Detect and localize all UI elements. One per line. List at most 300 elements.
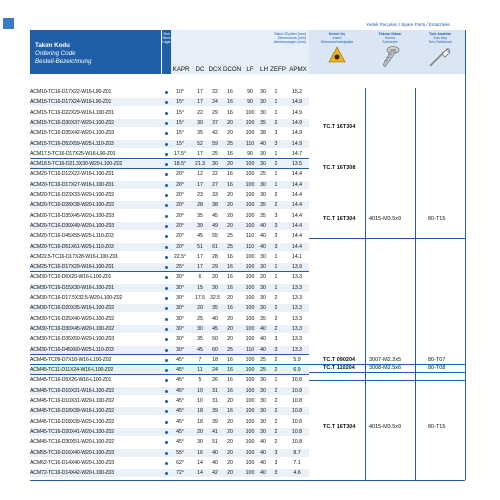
ordering-code: ACM45-TC16-D10X31-W16-L100-Z02 — [30, 387, 115, 394]
screw-sub-en: Screw — [385, 36, 395, 41]
ordering-code: ACM15-TC16-D30X37-W20-L100-Z02 — [30, 119, 115, 126]
stock-dot-icon — [165, 287, 168, 290]
cell-apmx: 10.8 — [291, 377, 303, 384]
cell-lf: 100 — [245, 161, 255, 168]
cell-dc: 35 — [197, 130, 203, 137]
table-row — [30, 253, 309, 261]
cell-lh: 30 — [260, 181, 266, 188]
stock-line-tr: Stok — [163, 32, 170, 36]
cell-zefp: 2 — [274, 295, 278, 301]
ordering-code: ACM45-TC16-D5X26-W16-L100-Z01 — [30, 377, 112, 384]
cell-lf: 90 — [247, 89, 253, 95]
cell-apmx: 15.2 — [291, 89, 303, 95]
stock-dot-icon — [165, 143, 168, 146]
stock-dot-icon — [165, 246, 168, 249]
cell-dcx: 18 — [212, 356, 218, 363]
table-row — [30, 376, 309, 384]
stock-dot-icon — [165, 256, 168, 259]
cell-lh: 30 — [260, 428, 266, 435]
stock-dot-icon — [165, 235, 168, 238]
insert-sub-de: Wendeschneidplatte — [320, 40, 354, 45]
cell-dc: 12 — [197, 171, 203, 178]
cell-dcx: 51 — [212, 439, 218, 446]
table-row — [30, 325, 309, 333]
cell-zefp: 1 — [274, 109, 278, 116]
cell-kapr: 20° — [176, 222, 184, 229]
cell-lf: 100 — [245, 356, 255, 363]
table-row — [30, 98, 309, 106]
cell-kapr: 45° — [176, 377, 184, 384]
table-row — [30, 129, 309, 137]
cell-lf: 100 — [245, 418, 255, 425]
stock-dot-icon — [165, 163, 168, 166]
cell-kapr: 20° — [176, 243, 184, 250]
cell-apmx: 14.9 — [291, 109, 303, 116]
cell-kapr: 20° — [176, 233, 184, 240]
table-row — [30, 449, 309, 457]
cell-apmx: 13.9 — [291, 264, 303, 271]
cell-dc: 7 — [198, 356, 202, 363]
cell-dcon: 20 — [227, 315, 233, 322]
cell-dc: 45 — [197, 346, 203, 353]
screw-title — [365, 32, 415, 45]
dimensions-header — [171, 30, 309, 74]
table-row — [30, 428, 309, 436]
cell-dcx: 41 — [212, 428, 218, 435]
cell-dcx: 45 — [212, 212, 218, 219]
stock-dot-icon — [165, 225, 168, 228]
screw-sub-de: Schraube — [382, 40, 398, 45]
cell-lh: 30 — [260, 408, 266, 415]
cell-dc: 20 — [197, 305, 203, 312]
cell-lh: 38 — [260, 130, 266, 137]
cell-zefp: 1 — [274, 264, 278, 271]
key-col-divider — [415, 88, 416, 480]
cell-dcon: 16 — [227, 109, 233, 116]
table-row — [30, 335, 309, 343]
cell-lh: 40 — [260, 459, 266, 466]
cell-dcx: 61 — [212, 243, 218, 250]
cell-dc: 15 — [197, 284, 203, 291]
key-sub-en: Torx Key — [433, 36, 447, 41]
cell-kapr: 30° — [176, 305, 184, 312]
cell-dcx: 24 — [212, 367, 218, 374]
cell-dcon: 16 — [227, 367, 233, 374]
title-line-tr: Takım Kodu — [35, 42, 70, 49]
cell-zefp: 2 — [274, 305, 278, 312]
cell-apmx: 14.4 — [291, 181, 303, 188]
cell-apmx: 5.9 — [293, 356, 301, 363]
cell-kapr: 15° — [176, 99, 184, 106]
cell-kapr: 30° — [176, 295, 184, 301]
cell-lf: 100 — [245, 181, 255, 188]
table-row — [30, 150, 309, 159]
cell-apmx: 14.9 — [291, 99, 303, 106]
cell-lf: 100 — [245, 336, 255, 343]
cell-dc: 17 — [197, 150, 203, 157]
cell-lh: 40 — [260, 233, 266, 240]
cell-lf: 100 — [245, 253, 255, 260]
cell-zefp: 3 — [274, 243, 278, 250]
cell-apmx: 8.7 — [293, 449, 301, 456]
cell-lf: 100 — [245, 398, 255, 404]
cell-dc: 14 — [197, 459, 203, 466]
cell-lf: 100 — [245, 459, 255, 466]
screw-icon — [379, 45, 401, 69]
cell-dc: 22 — [197, 109, 203, 116]
ordering-code: ACM30-TC16-D17.5X32.5-W20-L100-Z02 — [30, 295, 123, 301]
cell-zefp: 2 — [274, 398, 278, 404]
ordering-code: ACM20-TC16-D17X27-W16-L100-Z01 — [30, 181, 115, 188]
table-row — [30, 201, 309, 209]
cell-apmx: 14.4 — [291, 192, 303, 198]
cell-kapr: 62° — [176, 459, 184, 466]
cell-dcx: 42 — [212, 130, 218, 137]
cell-dcon: 16 — [227, 171, 233, 178]
cell-dcx: 40 — [212, 315, 218, 322]
cell-lh: 20 — [260, 274, 266, 281]
cell-zefp: 2 — [274, 367, 278, 374]
cell-dc: 18 — [197, 408, 203, 415]
cell-dcon: 20 — [227, 336, 233, 343]
table-row — [30, 407, 309, 415]
stock-dot-icon — [165, 318, 168, 321]
cell-dc: 39 — [197, 222, 203, 229]
cell-dcx: 31 — [212, 387, 218, 394]
cell-dcon: 16 — [227, 408, 233, 415]
cell-dc: 17 — [197, 253, 203, 260]
cell-dcon: 20 — [227, 398, 233, 404]
cell-zefp: 3 — [274, 130, 278, 137]
cell-dcon: 16 — [227, 284, 233, 291]
ordering-code-header — [30, 30, 161, 74]
cell-dcx: 49 — [212, 222, 218, 229]
ordering-code: ACM10-TC16-D17X22-W16-L90-Z01 — [30, 89, 112, 95]
insert-label: Kesici Uç — [328, 32, 346, 36]
cell-dc: 5 — [198, 377, 202, 384]
table-row — [30, 119, 309, 127]
cell-dcx: 40 — [212, 459, 218, 466]
cell-lh: 25 — [260, 367, 266, 374]
cell-zefp: 2 — [274, 439, 278, 446]
cell-kapr: 30° — [176, 346, 184, 353]
cell-zefp: 3 — [274, 449, 278, 456]
ordering-code: ACM45-TC09-D7X18-W16-L100-Z02 — [30, 356, 112, 363]
cell-dcon: 16 — [227, 377, 233, 384]
ordering-code: ACM45-TC16-D30X51-W20-L100-Z02 — [30, 439, 115, 446]
cell-lf: 100 — [245, 295, 255, 301]
cell-kapr: 30° — [176, 325, 184, 332]
cell-lh: 35 — [260, 315, 266, 322]
cell-kapr: 17.5° — [173, 150, 187, 157]
cell-lf: 110 — [245, 233, 255, 240]
stock-dot-icon — [165, 379, 168, 382]
stock-dot-icon — [165, 266, 168, 269]
cell-lh: 35 — [260, 119, 266, 126]
screw-col-divider — [365, 88, 366, 480]
cell-apmx: 13.3 — [291, 346, 303, 353]
cell-lh: 30 — [260, 89, 266, 95]
stock-dot-icon — [165, 359, 168, 362]
stock-dot-icon — [165, 101, 168, 104]
dims-line-de: Abmessungen (mm) — [273, 40, 306, 44]
cell-kapr: 15° — [176, 130, 184, 137]
table-row — [30, 243, 309, 251]
cell-dcon: 20 — [227, 459, 233, 466]
ordering-code: ACM20-TC16-D35X45-W20-L100-Z03 — [30, 212, 115, 219]
cell-dc: 30 — [197, 119, 203, 126]
table-row — [30, 397, 309, 405]
cell-zefp: 2 — [274, 387, 278, 394]
ordering-code: ACM30-TC16-D6X20-W16-L100-Z01 — [30, 274, 112, 281]
ordering-code: ACM20-TC16-D12X22-W16-L100-Z01 — [30, 171, 115, 178]
cell-kapr: 22.5° — [173, 253, 187, 260]
cell-lf: 100 — [245, 315, 255, 322]
cell-kapr: 10° — [176, 89, 184, 95]
title-line-en: Ordering Code — [35, 50, 76, 57]
ordering-code: ACM15-TC16-D17X24-W16-L90-Z01 — [30, 99, 112, 106]
cell-lh: 30 — [260, 398, 266, 404]
cell-dc: 17.5 — [194, 295, 206, 301]
ordering-code: ACM15-TC16-D35X42-W20-L100-Z03 — [30, 130, 115, 137]
cell-dcx: 22 — [212, 89, 218, 95]
ordering-code: ACM45-TC16-D18X39-W16-L100-Z02 — [30, 408, 115, 415]
table-row — [30, 366, 309, 375]
ordering-code: ACM30-TC16-D30X45-W20-L100-Z02 — [30, 325, 115, 332]
cell-dcon: 16 — [227, 274, 233, 281]
ordering-code: ACM15-TC16-D22X29-W16-L100-Z01 — [30, 109, 115, 116]
insert-code-g2: TC.T 16T308 — [323, 165, 356, 171]
cell-kapr: 20° — [176, 202, 184, 209]
cell-dcon: 20 — [227, 470, 233, 477]
cell-kapr: 20° — [176, 192, 184, 198]
ordering-code: ACM62-TC16-D14X40-W20-L100-Z03 — [30, 459, 115, 466]
dims-line-tr: Takım Ölçüleri (mm) — [273, 32, 306, 36]
cell-dcx: 29 — [212, 264, 218, 271]
cell-lf: 100 — [245, 449, 255, 456]
cell-dc: 16 — [197, 449, 203, 456]
insert-code-g1: TC.T 16T304 — [323, 124, 356, 130]
cell-lh: 40 — [260, 449, 266, 456]
cell-dcon: 20 — [227, 418, 233, 425]
cell-apmx: 14.4 — [291, 222, 303, 229]
cell-apmx: 13.3 — [291, 336, 303, 343]
stock-dot-icon — [165, 349, 168, 352]
cell-dcon: 20 — [227, 130, 233, 137]
cell-lf: 100 — [245, 470, 255, 477]
cell-lf: 110 — [245, 140, 255, 147]
cell-dcx: 24 — [212, 99, 218, 106]
cell-zefp: 1 — [274, 150, 278, 157]
col-dcon: DCON — [223, 66, 242, 73]
cell-dcon: 20 — [227, 325, 233, 332]
cell-dcx: 39 — [212, 418, 218, 425]
cell-dcon: 25 — [227, 346, 233, 353]
stock-dot-icon — [165, 215, 168, 218]
triangle-insert-icon — [328, 46, 346, 64]
stock-dot-icon — [165, 91, 168, 94]
cell-dc: 45 — [197, 233, 203, 240]
ordering-code: ACM45-TC16-D20X41-W20-L100-Z02 — [30, 428, 115, 435]
cell-dcx: 28 — [212, 253, 218, 260]
cell-lh: 40 — [260, 470, 266, 477]
key-title — [415, 32, 465, 45]
cell-kapr: 25° — [176, 264, 184, 271]
cell-dcx: 22 — [212, 171, 218, 178]
ordering-code: ACM15-TC16-D52X59-W25-L110-Z03 — [30, 140, 114, 147]
stock-dot-icon — [165, 431, 168, 434]
table-row — [30, 346, 309, 355]
cell-dcon: 25 — [227, 243, 233, 250]
cell-dcon: 25 — [227, 233, 233, 240]
cell-lf: 110 — [245, 346, 255, 353]
key-header — [415, 30, 465, 74]
cell-dc: 10 — [197, 387, 203, 394]
cell-lf: 100 — [245, 171, 255, 178]
table-row — [30, 212, 309, 220]
cell-kapr: 45° — [176, 367, 184, 374]
cell-dcx: 29 — [212, 109, 218, 116]
cell-lh: 40 — [260, 222, 266, 229]
cell-apmx: 14.4 — [291, 243, 303, 250]
cell-lh: 30 — [260, 387, 266, 394]
divider-tc09 — [309, 238, 465, 239]
cell-lf: 100 — [245, 284, 255, 291]
cell-dcon: 20 — [227, 212, 233, 219]
cell-kapr: 20° — [176, 212, 184, 219]
cell-lf: 100 — [245, 305, 255, 312]
title-line-de: Bestell-Bezeichnung — [35, 58, 92, 65]
cell-lf: 100 — [245, 274, 255, 281]
cell-kapr: 45° — [176, 428, 184, 435]
cell-dcx: 39 — [212, 408, 218, 415]
table-row — [30, 181, 309, 189]
cell-dc: 17 — [197, 181, 203, 188]
cell-lf: 100 — [245, 212, 255, 219]
cell-dcon: 16 — [227, 89, 233, 95]
cell-dcx: 25 — [212, 150, 218, 157]
cell-dcon: 20 — [227, 295, 233, 301]
cell-kapr: 20° — [176, 181, 184, 188]
key-tc11: 80-T08 — [428, 365, 446, 371]
key-tc09: 80-T07 — [428, 357, 446, 363]
cell-lh: 40 — [260, 243, 266, 250]
stock-dot-icon — [165, 204, 168, 207]
cell-dcon: 20 — [227, 192, 233, 198]
cell-dcx: 60 — [212, 346, 218, 353]
cell-apmx: 13.3 — [291, 325, 303, 332]
insert-code-g4: TC.T 090204 — [323, 357, 356, 363]
cell-zefp: 2 — [274, 428, 278, 435]
spare-parts-title: Yedek Parçaları / Spare Parts / Ersatzteile — [366, 22, 450, 27]
cell-apmx: 13.3 — [291, 284, 303, 291]
cell-zefp: 3 — [274, 336, 278, 343]
cell-apmx: 13.3 — [291, 274, 303, 281]
cell-kapr: 15° — [176, 109, 184, 116]
table-row — [30, 304, 309, 312]
cell-lh: 25 — [260, 356, 266, 363]
stock-dot-icon — [165, 452, 168, 455]
ordering-code: ACM55-TC16-D16X40-W20-L100-Z03 — [30, 449, 115, 456]
cell-lh: 30 — [260, 253, 266, 260]
cell-dcx: 40 — [212, 449, 218, 456]
stock-dot-icon — [165, 369, 168, 372]
cell-kapr: 30° — [176, 274, 184, 281]
cell-dc: 17 — [197, 264, 203, 271]
table-row — [30, 109, 309, 117]
cell-lf: 100 — [245, 325, 255, 332]
cell-lh: 30 — [260, 150, 266, 157]
cell-zefp: 2 — [274, 356, 278, 363]
cell-dcx: 32.5 — [209, 295, 221, 301]
ordering-code: ACM20-TC16-D51X61-W25-L110-Z03 — [30, 243, 114, 250]
cell-dc: 14 — [197, 470, 203, 477]
ordering-code: ACM20-TC16-D39X49-W20-L100-Z03 — [30, 222, 115, 229]
cell-apmx: 14.4 — [291, 202, 303, 209]
cell-lf: 110 — [245, 243, 255, 250]
cell-zefp: 2 — [274, 418, 278, 425]
cell-kapr: 45° — [176, 387, 184, 394]
stock-dot-icon — [165, 194, 168, 197]
table-row — [30, 232, 309, 240]
table-row — [30, 459, 309, 467]
cell-lh: 40 — [260, 346, 266, 353]
cell-lf: 100 — [245, 367, 255, 374]
cell-dc: 11 — [197, 367, 203, 374]
ordering-code: ACM30-TC16-D15X30-W16-L100-Z01 — [30, 284, 115, 291]
col-dc: DC — [195, 66, 205, 73]
cell-kapr: 45° — [176, 408, 184, 415]
cell-lh: 40 — [260, 325, 266, 332]
cell-lh: 40 — [260, 336, 266, 343]
cell-zefp: 2 — [274, 408, 278, 415]
cell-apmx: 6.9 — [293, 367, 301, 374]
insert-code-g5: TC.T 110204 — [323, 365, 355, 371]
table-row — [30, 438, 309, 446]
stock-dot-icon — [165, 400, 168, 403]
cell-lf: 100 — [245, 387, 255, 394]
cell-kapr: 30° — [176, 336, 184, 343]
col-apmx: APMX — [289, 66, 307, 73]
cell-dcon: 20 — [227, 439, 233, 446]
cell-lf: 100 — [245, 428, 255, 435]
stock-line-de: Lager — [162, 40, 171, 44]
cell-zefp: 2 — [274, 192, 278, 198]
stock-line-en: Stock — [162, 36, 171, 40]
col-dcx: DCX — [208, 66, 222, 73]
ordering-code: ACM22.5-TC16-D17X28-W16-L100-Z01 — [30, 253, 119, 260]
cell-apmx: 14.9 — [291, 140, 303, 147]
table-bottom-line — [30, 480, 465, 481]
cell-dcon: 20 — [227, 202, 233, 209]
ordering-code: ACM20-TC16-D23X33-W20-L100-Z02 — [30, 192, 115, 198]
cell-lf: 100 — [245, 264, 255, 271]
table-row — [30, 418, 309, 426]
screw-tc09: 3007-M2.2x5 — [369, 357, 402, 363]
screw-main: 4015-M3.5x9 — [369, 216, 402, 222]
torx-key-icon — [427, 45, 453, 69]
stock-dot-icon — [165, 462, 168, 465]
insert-code-g3: TC.T 16T304 — [323, 216, 356, 222]
table-row — [30, 263, 309, 272]
cell-zefp: 3 — [274, 470, 278, 477]
cell-zefp: 3 — [274, 346, 278, 353]
cell-kapr: 18.5° — [173, 161, 187, 168]
cell-lf: 100 — [245, 408, 255, 415]
cell-kapr: 15° — [176, 140, 184, 147]
cell-lf: 100 — [245, 377, 255, 384]
divider-tc11-bottom — [309, 380, 465, 381]
